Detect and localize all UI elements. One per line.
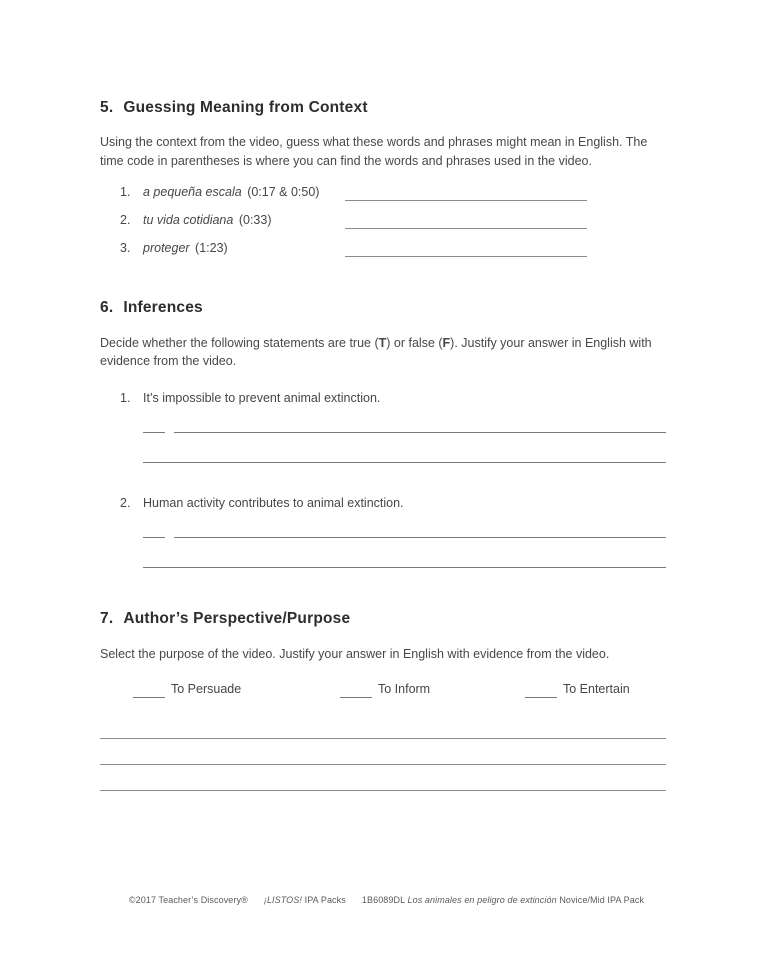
section-5-title: Guessing Meaning from Context	[123, 99, 368, 116]
vocab-list	[100, 183, 666, 257]
option-entertain	[525, 680, 630, 698]
option-label: To Persuade	[171, 681, 242, 696]
section-5-heading	[100, 97, 666, 119]
video-title: Los animales en peligro de extinción	[407, 895, 557, 905]
item-number: 1.	[120, 184, 131, 199]
answer-line-row	[143, 537, 666, 538]
answer-area	[143, 432, 666, 463]
section-7-number: 7.	[100, 610, 114, 628]
timecode: (0:17 & 0:50)	[247, 184, 320, 199]
section-5-instructions: Using the context from the video, guess what these words and phrases might mean in English. The time code in parentheses is where you can find the words and phrases used in the video.	[100, 135, 648, 168]
section-author-purpose	[100, 608, 666, 791]
vocab-item-1	[120, 183, 666, 201]
page-footer	[0, 895, 773, 905]
statement-item-1	[100, 389, 666, 463]
instructions-part: Decide whether the following statements are true (	[100, 335, 379, 350]
justification-line[interactable]	[100, 738, 666, 739]
option-label: To Entertain	[563, 681, 630, 696]
statement-text: It’s impossible to prevent animal extinction.	[143, 390, 381, 405]
section-6-heading	[100, 297, 666, 319]
vocab-phrase-wrap	[143, 239, 345, 257]
section-5-number: 5.	[100, 99, 114, 116]
answer-area	[143, 537, 666, 568]
option-persuade	[133, 680, 241, 698]
justification-line[interactable]	[174, 537, 666, 538]
section-guessing-meaning	[100, 97, 666, 257]
answer-blank[interactable]	[345, 214, 587, 229]
checkbox-blank[interactable]	[340, 686, 372, 698]
section-6-title: Inferences	[123, 299, 203, 317]
item-number: 1.	[120, 390, 131, 405]
item-number: 2.	[120, 495, 131, 510]
series-italic: ¡LISTOS!	[263, 895, 302, 905]
section-7-title: Author’s Perspective/Purpose	[123, 610, 351, 628]
justification-line[interactable]	[174, 432, 666, 433]
option-inform	[340, 680, 430, 698]
false-abbrev: F	[442, 335, 451, 350]
true-false-blank[interactable]	[143, 432, 165, 433]
product-info	[362, 895, 644, 905]
section-7-instructions: Select the purpose of the video. Justify your answer in English with evidence from the video.	[100, 646, 610, 661]
vocab-item-3	[120, 239, 666, 257]
statement-row	[100, 389, 666, 407]
checkbox-blank[interactable]	[133, 686, 165, 698]
spanish-phrase: proteger	[143, 240, 190, 255]
copyright-text: ©2017 Teacher’s Discovery®	[128, 895, 248, 905]
statement-text: Human activity contributes to animal extinction.	[143, 495, 404, 510]
spanish-phrase: tu vida cotidiana	[143, 212, 234, 227]
option-label: To Inform	[378, 681, 431, 696]
answer-line-row	[143, 432, 666, 433]
checkbox-blank[interactable]	[525, 686, 557, 698]
timecode: (0:33)	[238, 212, 272, 227]
item-number: 3.	[120, 240, 131, 255]
timecode: (1:23)	[195, 240, 228, 255]
statement-row	[100, 494, 666, 512]
statement-item-2	[100, 494, 666, 568]
true-abbrev: T	[378, 335, 387, 350]
vocab-phrase-wrap	[143, 183, 345, 201]
answer-blank[interactable]	[345, 242, 587, 257]
vocab-item-2	[120, 211, 666, 229]
section-6-instructions	[100, 334, 666, 370]
purpose-options	[100, 678, 666, 698]
section-inferences	[100, 297, 666, 568]
worksheet-content	[100, 97, 666, 791]
series-name	[264, 895, 346, 905]
section-6-number: 6.	[100, 299, 114, 317]
section-7-heading	[100, 608, 666, 630]
product-code: 1B6089DL	[361, 895, 405, 905]
item-number: 2.	[120, 212, 131, 227]
instructions-part: ). Justify your answer in English with evidence from the video.	[100, 335, 652, 368]
justification-line[interactable]	[143, 567, 666, 568]
justification-line[interactable]	[100, 764, 666, 765]
justification-line[interactable]	[143, 462, 666, 463]
series-text: IPA Packs	[304, 895, 346, 905]
pack-name: Novice/Mid IPA Pack	[559, 895, 645, 905]
true-false-blank[interactable]	[143, 537, 165, 538]
answer-blank[interactable]	[345, 186, 587, 201]
vocab-phrase-wrap	[143, 211, 345, 229]
spanish-phrase: a pequeña escala	[143, 184, 242, 199]
justification-line[interactable]	[100, 790, 666, 791]
instructions-part: ) or false (	[386, 335, 443, 350]
